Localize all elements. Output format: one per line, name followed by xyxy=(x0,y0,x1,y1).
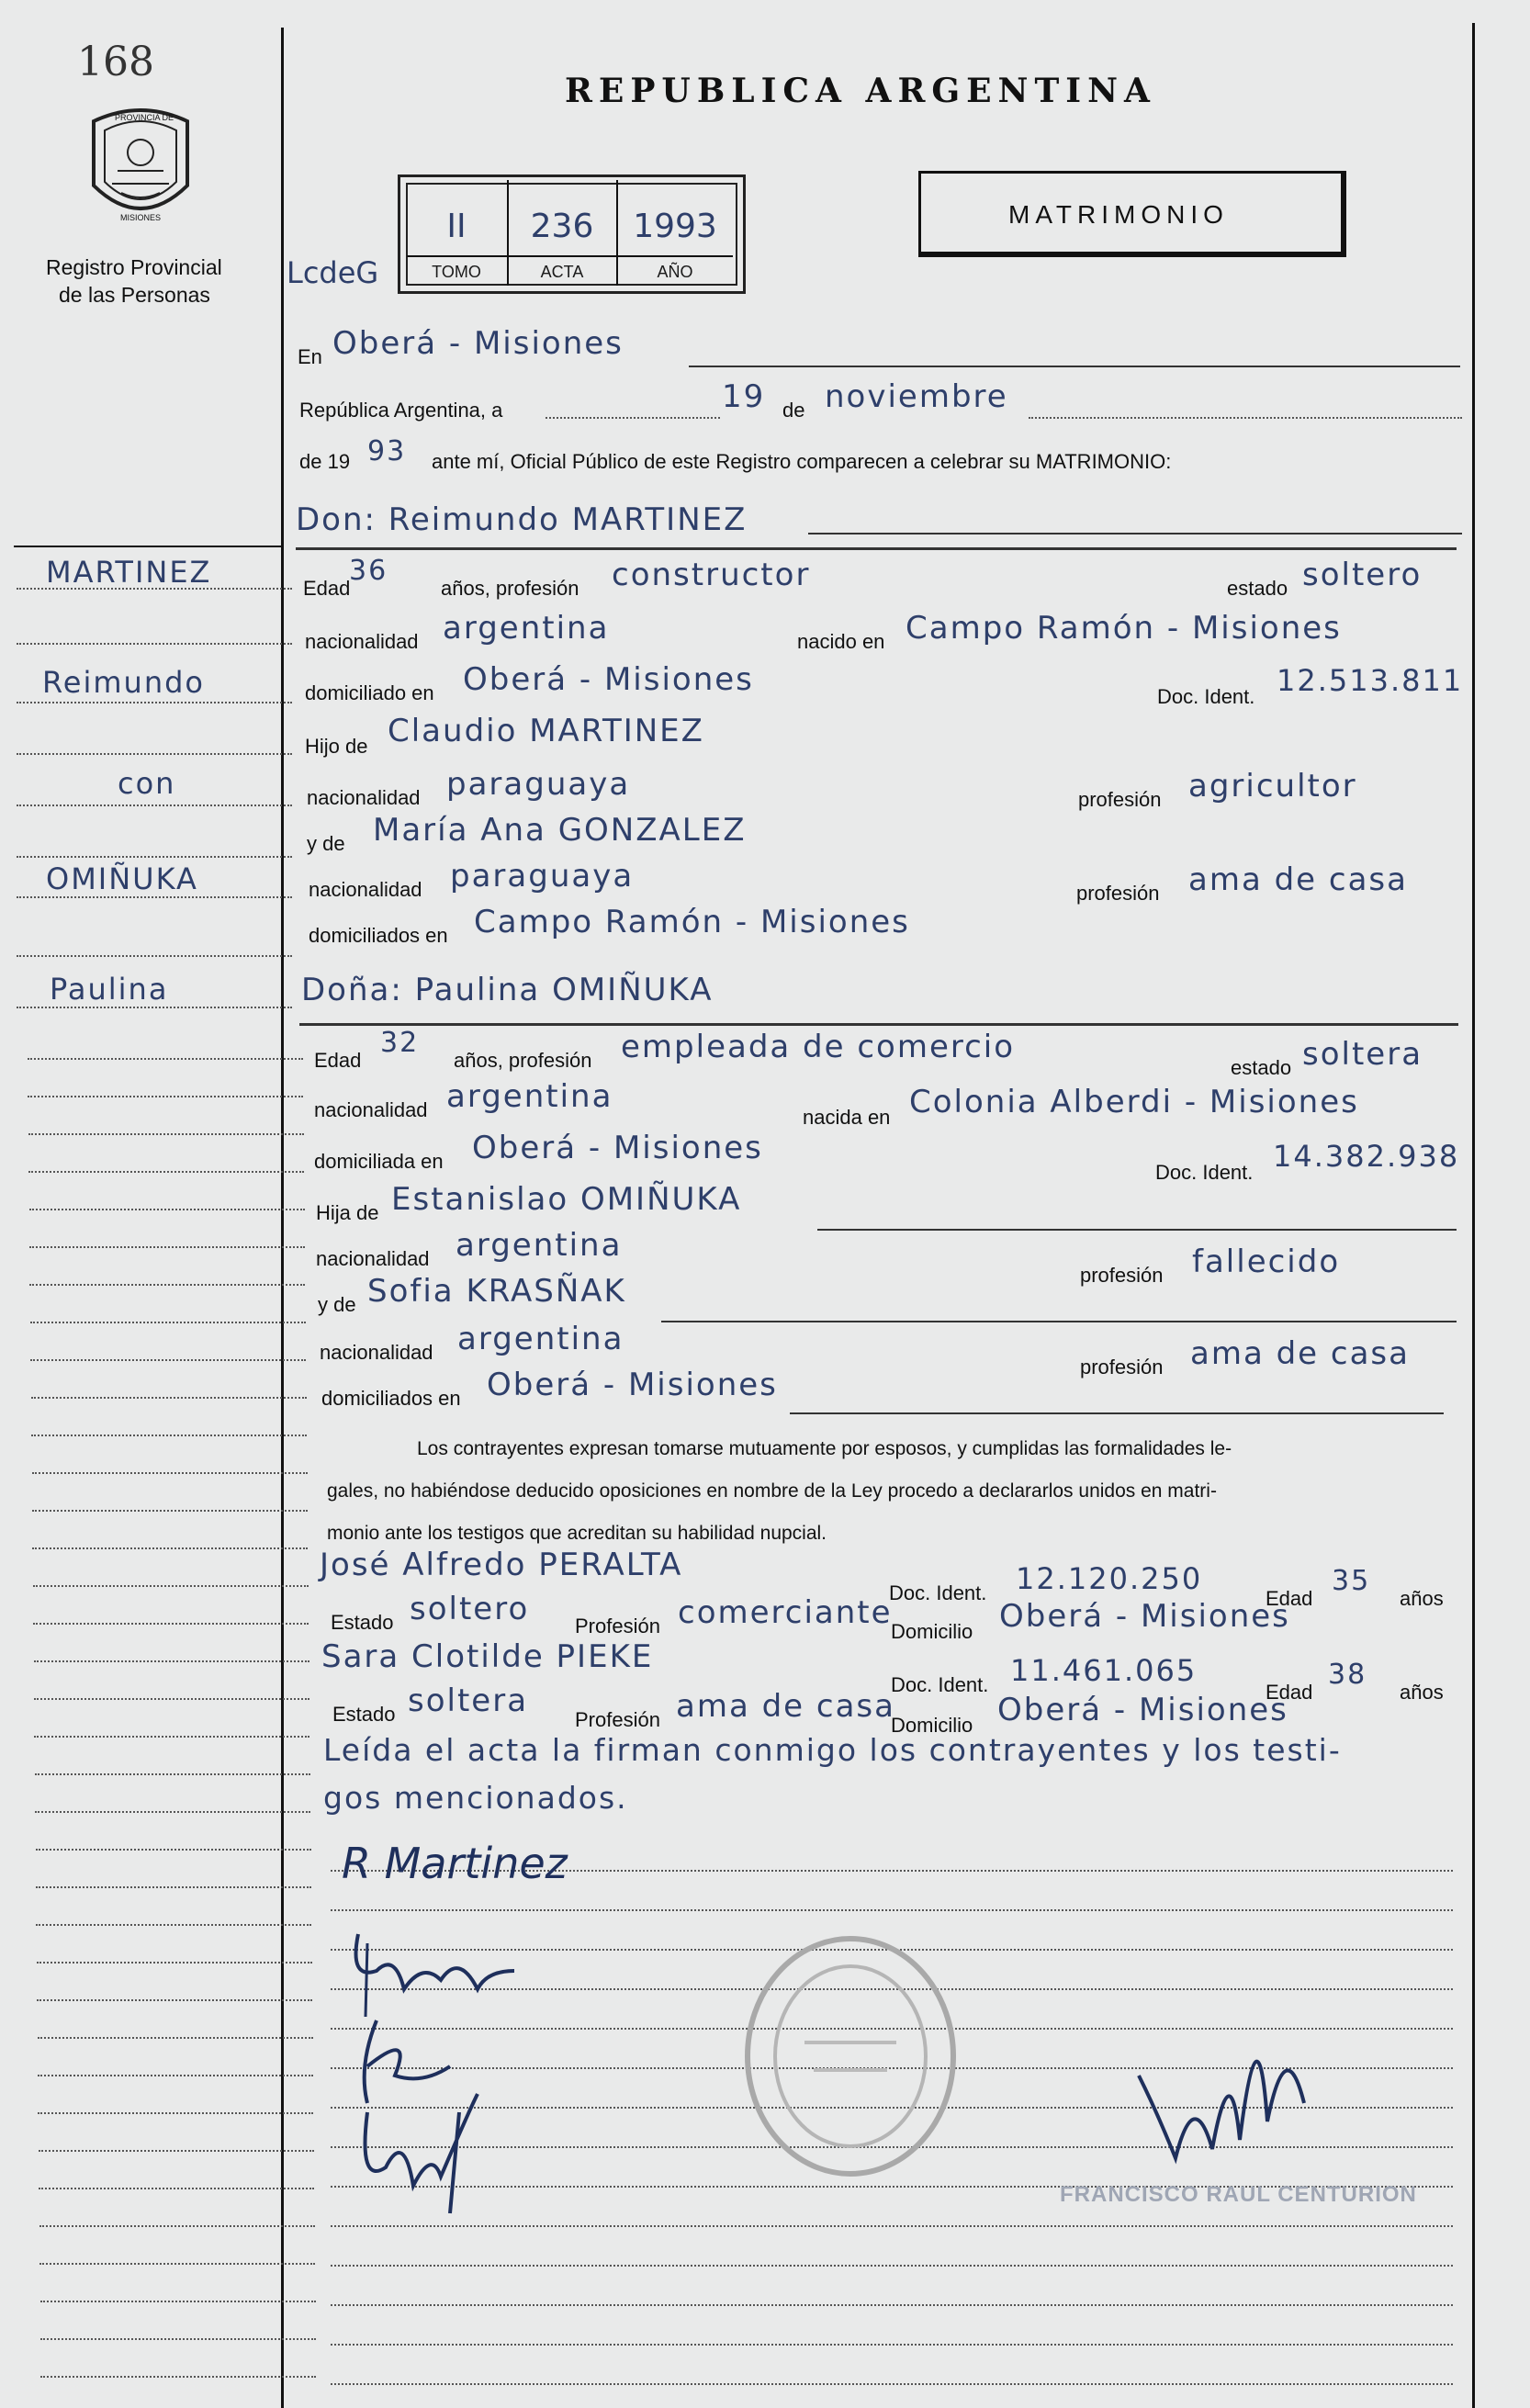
bride-doc-label: Doc. Ident. xyxy=(1155,1161,1254,1184)
groom-padres-dom: Campo Ramón - Misiones xyxy=(474,904,910,940)
bride-padre-nac-label: nacionalidad xyxy=(316,1247,430,1270)
bride-anos-profesion-label: años, profesión xyxy=(454,1049,592,1072)
margin-line xyxy=(32,1472,308,1474)
right-border xyxy=(1472,23,1475,2408)
acta-value: 236 xyxy=(530,208,594,245)
groom-nacido-label: nacido en xyxy=(797,630,885,653)
margin-line xyxy=(17,1007,292,1008)
place-label: En xyxy=(298,345,322,368)
margin-bride-name: Paulina xyxy=(50,972,169,1007)
bride-yde-label: y de xyxy=(318,1293,356,1316)
witness2-edad: 38 xyxy=(1328,1659,1367,1691)
witness1-profesion: comerciante xyxy=(678,1594,893,1631)
groom-profesion: constructor xyxy=(612,557,811,593)
margin-line xyxy=(30,1322,306,1323)
acta-cell xyxy=(509,180,615,286)
margin-line xyxy=(35,1773,310,1775)
line xyxy=(296,547,1457,550)
bride-nacionalidad: argentina xyxy=(446,1078,613,1115)
witness2-edad-label: Edad xyxy=(1266,1681,1313,1704)
margin-line xyxy=(40,2376,316,2378)
margin-line xyxy=(17,805,292,806)
groom-doc: 12.513.811 xyxy=(1277,663,1464,698)
witness1-dom-label: Domicilio xyxy=(891,1620,973,1643)
bride-nac-label: nacionalidad xyxy=(314,1098,428,1121)
groom-dom-label: domiciliado en xyxy=(305,681,434,704)
seal-text-top: PROVINCIA DE xyxy=(115,113,174,122)
bride-madre-prof: ama de casa xyxy=(1190,1335,1410,1372)
margin-top-rule xyxy=(14,546,282,547)
ano-value: 1993 xyxy=(633,208,717,245)
closing-line-1: Leída el acta la firman conmigo los contrayentes y los testi- xyxy=(323,1732,1342,1768)
margin-line xyxy=(31,1435,307,1436)
margin-line xyxy=(38,2112,313,2114)
witness1-doc: 12.120.250 xyxy=(1016,1561,1203,1596)
margin-line xyxy=(37,1999,312,2001)
witness1-domicilio: Oberá - Misiones xyxy=(999,1598,1290,1635)
bride-nacida: Colonia Alberdi - Misiones xyxy=(909,1084,1359,1120)
date-day: 19 xyxy=(722,378,766,415)
bride-profesion: empleada de comercio xyxy=(621,1029,1016,1065)
declaration-line-1: Los contrayentes expresan tomarse mutuamente por esposos, y cumplidas las formalidades le- xyxy=(417,1438,1232,1459)
seal-text-bottom: MISIONES xyxy=(120,213,162,222)
ruled-line xyxy=(331,2383,1453,2385)
witness2-dom-label: Domicilio xyxy=(891,1714,973,1737)
margin-line xyxy=(33,1585,309,1587)
margin-line xyxy=(17,753,292,755)
witness2-name: Sara Clotilde PIEKE xyxy=(321,1638,654,1675)
margin-line xyxy=(34,1736,309,1738)
groom-edad: 36 xyxy=(349,555,388,587)
page-number: 168 xyxy=(77,39,154,85)
ruled-line xyxy=(331,2265,1453,2267)
bride-domicilio: Oberá - Misiones xyxy=(472,1130,763,1166)
country-title: REPUBLICA ARGENTINA xyxy=(565,72,1156,110)
line xyxy=(790,1412,1444,1414)
declaration-line-3: monio ante los testigos que acreditan su habilidad nupcial. xyxy=(327,1523,827,1544)
groom-madre-nac-label: nacionalidad xyxy=(309,878,422,901)
date-label: República Argentina, a xyxy=(299,399,503,422)
margin-line xyxy=(17,643,292,645)
witness2-doc: 11.461.065 xyxy=(1010,1653,1198,1688)
margin-line xyxy=(17,955,292,957)
bride-estado: soltera xyxy=(1302,1036,1423,1073)
record-type: MATRIMONIO xyxy=(1008,200,1229,229)
witness1-estado-label: Estado xyxy=(331,1611,394,1634)
witness1-edad: 35 xyxy=(1332,1565,1371,1597)
bride-madre: Sofia KRASÑAK xyxy=(367,1273,626,1310)
witness1-edad-label: Edad xyxy=(1266,1587,1313,1610)
registry-line-1: Registro Provincial xyxy=(46,255,222,279)
ruled-line xyxy=(331,2344,1453,2346)
bride-hija-label: Hija de xyxy=(316,1201,379,1224)
witness2-prof-label: Profesión xyxy=(575,1708,660,1731)
official-stamp xyxy=(740,1932,961,2180)
margin-line xyxy=(33,1623,309,1625)
groom-padre-prof-label: profesión xyxy=(1078,788,1162,811)
groom-hijo-label: Hijo de xyxy=(305,735,368,758)
witness1-estado: soltero xyxy=(410,1591,530,1627)
side-note: LcdeG xyxy=(287,255,379,290)
signature-groom: R Martinez xyxy=(342,1839,568,1888)
margin-line xyxy=(38,2037,313,2039)
margin-line xyxy=(28,1096,303,1097)
bride-edad-label: Edad xyxy=(314,1049,362,1072)
bride-madre-nac: argentina xyxy=(457,1321,624,1357)
groom-padre: Claudio MARTINEZ xyxy=(388,713,704,749)
margin-bride-surname: OMIÑUKA xyxy=(46,861,198,896)
witness2-estado-label: Estado xyxy=(332,1703,396,1726)
margin-line xyxy=(35,1811,310,1813)
bride-padre: Estanislao OMIÑUKA xyxy=(391,1181,742,1218)
bride-estado-label: estado xyxy=(1231,1056,1292,1079)
ruled-line xyxy=(331,1909,1453,1911)
witness1-prof-label: Profesión xyxy=(575,1615,660,1637)
margin-line xyxy=(34,1698,309,1700)
witness1-doc-label: Doc. Ident. xyxy=(889,1581,987,1604)
groom-nacido: Campo Ramón - Misiones xyxy=(906,610,1342,647)
margin-line xyxy=(29,1284,305,1286)
bride-padres-dom-label: domiciliados en xyxy=(321,1387,461,1410)
margin-line xyxy=(37,1962,312,1964)
witness2-anos-label: años xyxy=(1400,1681,1444,1704)
margin-line xyxy=(40,2338,316,2340)
margin-line xyxy=(28,1058,303,1060)
margin-groom-surname: MARTINEZ xyxy=(46,555,212,590)
registry-line-2: de las Personas xyxy=(59,283,210,307)
line xyxy=(661,1321,1457,1322)
groom-padre-prof: agricultor xyxy=(1188,768,1357,805)
date-month: noviembre xyxy=(825,378,1008,415)
margin-line xyxy=(29,1209,305,1210)
margin-line xyxy=(36,1924,311,1926)
bride-doc: 14.382.938 xyxy=(1273,1139,1460,1174)
groom-padres-dom-label: domiciliados en xyxy=(309,924,448,947)
margin-line xyxy=(39,2263,315,2265)
year-prefix: de 19 xyxy=(299,450,351,473)
bride-heading: Doña: Paulina OMIÑUKA xyxy=(301,972,714,1008)
groom-nacionalidad: argentina xyxy=(443,610,610,647)
closing-line-2: gos mencionados. xyxy=(323,1780,628,1816)
year-suffix: ante mí, Oficial Público de este Registro comparecen a celebrar su MATRIMONIO: xyxy=(432,450,1172,473)
groom-domicilio: Oberá - Misiones xyxy=(463,661,754,698)
groom-estado-label: estado xyxy=(1227,577,1288,600)
groom-doc-label: Doc. Ident. xyxy=(1157,685,1255,708)
signature-bride xyxy=(340,1916,523,2026)
groom-heading: Don: Reimundo MARTINEZ xyxy=(296,501,748,538)
margin-line xyxy=(31,1397,307,1399)
line xyxy=(1029,417,1462,419)
margin-line xyxy=(30,1359,306,1361)
officer-stamp-name: FRANCISCO RAUL CENTURION xyxy=(1060,2182,1417,2207)
margin-line xyxy=(34,1660,309,1662)
line xyxy=(689,366,1460,367)
bride-madre-nac-label: nacionalidad xyxy=(320,1341,433,1364)
margin-line xyxy=(39,2188,314,2189)
ano-label: AÑO xyxy=(657,263,693,281)
margin-line xyxy=(17,896,292,898)
bride-nacida-label: nacida en xyxy=(803,1106,891,1129)
tomo-label: TOMO xyxy=(432,263,481,281)
witness2-profesion: ama de casa xyxy=(676,1688,895,1725)
groom-yde-label: y de xyxy=(307,832,345,855)
groom-padre-nac-label: nacionalidad xyxy=(307,786,421,809)
groom-estado: soltero xyxy=(1302,557,1423,593)
tomo-value: II xyxy=(446,208,467,245)
signature-witness-2 xyxy=(349,2076,533,2222)
bride-padre-nac: argentina xyxy=(456,1227,623,1264)
margin-line xyxy=(28,1171,304,1173)
margin-line xyxy=(29,1246,305,1248)
groom-madre: María Ana GONZALEZ xyxy=(373,812,747,849)
groom-anos-profesion-label: años, profesión xyxy=(441,577,579,600)
witness2-doc-label: Doc. Ident. xyxy=(891,1673,989,1696)
acta-label: ACTA xyxy=(540,263,584,281)
groom-madre-prof: ama de casa xyxy=(1188,861,1408,898)
margin-line xyxy=(38,2075,313,2076)
margin-line xyxy=(17,702,292,703)
margin-groom-name: Reimundo xyxy=(42,665,205,700)
place-value: Oberá - Misiones xyxy=(332,325,624,362)
bride-dom-label: domiciliada en xyxy=(314,1150,444,1173)
witness1-name: José Alfredo PERALTA xyxy=(320,1547,683,1583)
witness2-domicilio: Oberá - Misiones xyxy=(997,1692,1288,1728)
margin-divider xyxy=(281,28,284,2408)
line xyxy=(808,533,1462,534)
margin-line xyxy=(32,1510,308,1512)
margin-con: con xyxy=(118,766,176,801)
groom-madre-prof-label: profesión xyxy=(1076,882,1160,905)
groom-nac-label: nacionalidad xyxy=(305,630,419,653)
ruled-line xyxy=(331,2304,1453,2306)
witness2-estado: soltera xyxy=(408,1682,529,1719)
margin-line xyxy=(28,1133,304,1135)
year-value: 93 xyxy=(367,435,407,467)
margin-line xyxy=(40,2301,316,2302)
margin-line xyxy=(36,1886,311,1888)
bride-padre-prof-label: profesión xyxy=(1080,1264,1164,1287)
groom-madre-nac: paraguaya xyxy=(450,858,635,895)
signature-officer xyxy=(1120,1975,1322,2186)
ruled-line xyxy=(331,2225,1453,2227)
ano-cell xyxy=(618,180,732,286)
bride-madre-prof-label: profesión xyxy=(1080,1356,1164,1378)
groom-padre-nac: paraguaya xyxy=(446,766,631,803)
bride-padres-dom: Oberá - Misiones xyxy=(487,1367,778,1403)
witness1-anos-label: años xyxy=(1400,1587,1444,1610)
line xyxy=(299,1023,1458,1026)
groom-edad-label: Edad xyxy=(303,577,351,600)
bride-padre-prof: fallecido xyxy=(1192,1243,1341,1280)
line xyxy=(546,417,720,419)
date-de: de xyxy=(782,399,805,422)
margin-line xyxy=(32,1547,308,1549)
line xyxy=(817,1229,1457,1231)
margin-line xyxy=(39,2150,314,2152)
margin-line xyxy=(17,856,292,858)
declaration-line-2: gales, no habiéndose deducido oposiciones en nombre de la Ley procedo a declararlos unidos en matri- xyxy=(327,1480,1217,1502)
bride-edad: 32 xyxy=(380,1027,420,1059)
tomo-cell xyxy=(407,180,506,286)
margin-line xyxy=(39,2225,315,2227)
margin-line xyxy=(36,1849,311,1851)
